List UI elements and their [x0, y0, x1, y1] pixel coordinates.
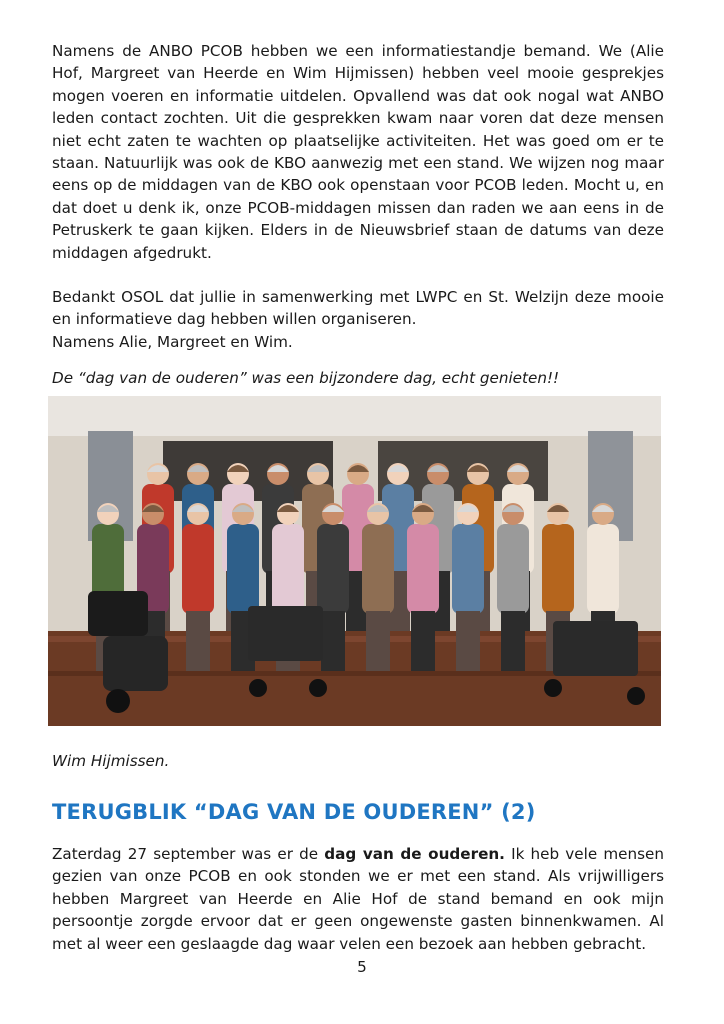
section-2-bold: dag van de ouderen. [324, 845, 505, 863]
section-2-paragraph [52, 843, 664, 955]
paragraph-1: Namens de ANBO PCOB hebben we een informatiestandje bemand. We (Alie Hof, Margreet van Heerde en Wim Hijmissen) hebben veel mooie gesprekjes mogen voeren en informatie uitdelen. Opvallend was dat ook nogal wat ANBO leden contact zochten. Uit die gesprekken kwam naar voren dat deze mensen niet echt zaten te wachten op plaatselijke activiteiten. Het was goed om er te staan. Natuurlijk was ook de KBO aanwezig met een stand. We wijzen nog maar eens op de middagen van de KBO ook openstaan voor PCOB leden. Mocht u, en dat doet u denk ik, onze PCOB-middagen missen dan raden we aan eens in de Petruskerk te gaan kijken. Elders in de Nieuwsbrief staan de datums van deze middagen afgedrukt. [52, 42, 664, 262]
article-column [52, 40, 664, 390]
paragraph-2: Bedankt OSOL dat jullie in samenwerking met LWPC en St. Welzijn deze mooie en informatieve dag hebben willen organiseren. [52, 288, 664, 329]
page-number: 5 [357, 958, 367, 976]
section-heading: TERUGBLIK “DAG VAN DE OUDEREN” (2) [52, 800, 536, 824]
quote: De “dag van de ouderen” was een bijzondere dag, echt genieten!! [52, 369, 560, 388]
section-2-intro: Zaterdag 27 september was er de [52, 845, 325, 863]
signoff: Namens Alie, Margreet en Wim. [52, 332, 293, 351]
photo-caption: Wim Hijmissen. [52, 752, 170, 770]
section-2-rest: Ik heb vele mensen gezien van onze PCOB en ook stonden we er met een stand. Als vrijwilligers hebben Margreet van Heerde en Alie Hof de stand bemand en ook mijn persoontje zorgde ervoor dat er geen ongewenste gasten binnenkwamen. Al met al weer een geslaagde dag waar velen een bezoek aan hebben gebracht. [52, 845, 664, 953]
group-photo [48, 396, 661, 726]
